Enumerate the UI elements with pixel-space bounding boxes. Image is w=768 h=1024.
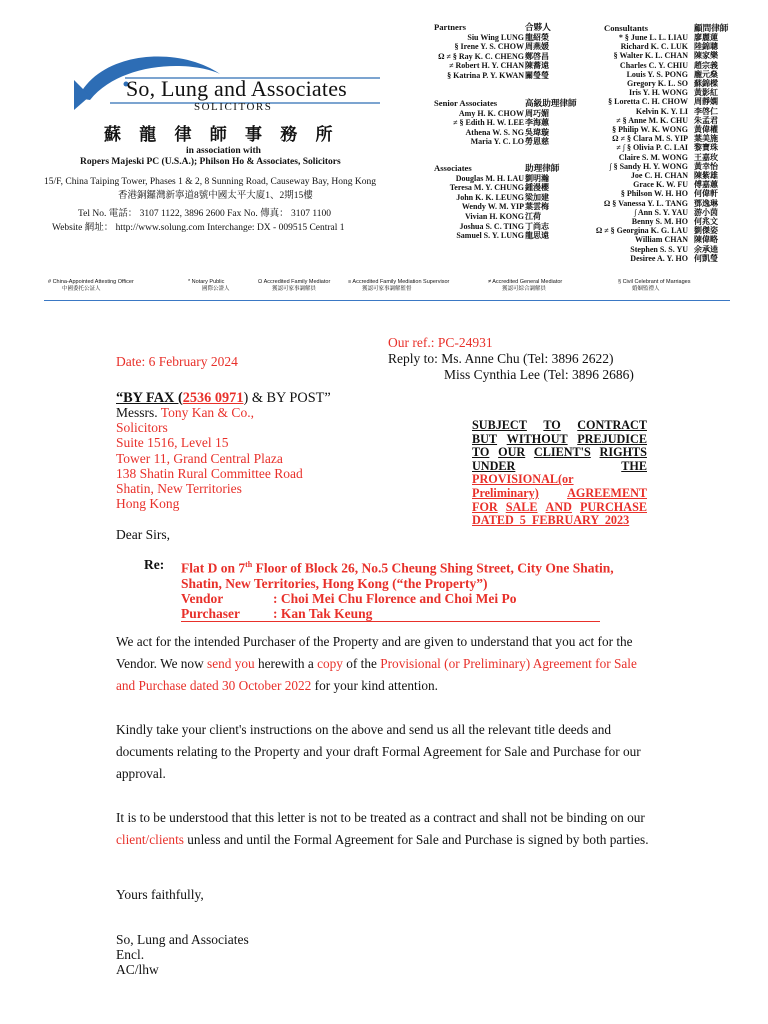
associate-name: John K. K. LEUNG bbox=[456, 192, 524, 202]
senior-associate-name-zh: 李海蕙 bbox=[525, 118, 549, 128]
subject-dated: DATED 5 FEBRUARY 2023 bbox=[472, 513, 630, 528]
legend-item-zh: 獲認可家事調解員 bbox=[272, 286, 317, 292]
associate-name: Douglas M. H. LAU bbox=[455, 173, 524, 183]
recipient-address bbox=[116, 405, 303, 511]
recipient-firm: Tony Kan & Co., bbox=[160, 405, 254, 420]
firm-chinese-name: 蘇 龍 律 師 事 務 所 bbox=[104, 125, 340, 144]
consultant-name-zh: 鄧逸琳 bbox=[694, 198, 718, 208]
consultant-name: * § June L. L. LIAU bbox=[618, 33, 688, 42]
associate-name-zh: 劉明瀚 bbox=[525, 173, 549, 183]
address-chinese: 香港銅鑼灣新寧道8號中國太平大廈1、2期15樓 bbox=[118, 191, 313, 201]
subject-provisional: PROVISIONAL(or bbox=[472, 472, 574, 487]
legend bbox=[48, 279, 728, 297]
legend-item bbox=[488, 279, 562, 293]
legend-item-zh: 獲認可綜合調解員 bbox=[502, 286, 547, 292]
signature-block bbox=[116, 932, 249, 978]
signature-line: Encl. bbox=[116, 947, 145, 963]
address-english: 15/F, China Taiping Tower, Phases 1 & 2, 8 Sunning Road, Causeway Bay, Hong Kong bbox=[44, 177, 376, 187]
associate-name-zh: 江荷 bbox=[525, 211, 541, 221]
legend-item-zh: 婚姻監禮人 bbox=[632, 286, 660, 292]
p3-r1: client/clients bbox=[116, 832, 184, 847]
salutation: Dear Sirs, bbox=[116, 527, 170, 542]
senior-associates-heading: Senior Associates bbox=[434, 98, 498, 108]
consultant-name-zh: 傅嘉蕙 bbox=[694, 180, 718, 190]
subject-under: UNDER bbox=[472, 458, 516, 473]
consultant-name: § Philip W. K. WONG bbox=[612, 125, 688, 135]
reply-to-contact-2: Miss Cynthia Lee (Tel: 3896 2686) bbox=[444, 367, 634, 382]
delivery-prefix: “BY FAX ( bbox=[116, 390, 183, 406]
legend-item bbox=[258, 279, 330, 293]
consultant-name: Kelvin K. Y. LI bbox=[635, 106, 688, 116]
senior-associates-heading-zh: 高級助理律師 bbox=[525, 98, 577, 108]
p1-t1: We act for the intended Purchaser of the Property and are given to understand that you act for the Vendor. We now bbox=[116, 634, 633, 671]
consultant-name: Benny S. M. HO bbox=[631, 217, 688, 227]
re-line2: Shatin, New Territories, Hong Kong (“the Property”) bbox=[181, 575, 488, 591]
consultant-name-zh: 何兆文 bbox=[694, 217, 718, 227]
associate-name: Joshua S. C. TING bbox=[459, 221, 524, 231]
consultant-name: Grace K. W. FU bbox=[633, 180, 688, 190]
consultant-name: Ω ≠ § Clara M. S. YIP bbox=[612, 134, 688, 144]
p3-t2: unless and until the Formal Agreement for Sale and Purchase is signed by both parties. bbox=[183, 832, 649, 847]
subject-preliminary: Preliminary) bbox=[472, 485, 539, 500]
re-line1-a: Flat D on 7 bbox=[181, 560, 246, 576]
associate-name: Wendy W. M. YIP bbox=[461, 202, 524, 212]
p3-t1: It is to be understood that this letter is not to be treated as a contract and shall not be binding on our bbox=[116, 810, 645, 825]
consultant-name: ∫ § Sandy H. Y. WONG bbox=[609, 161, 688, 171]
senior-associate-name: Maria Y. C. LO bbox=[470, 137, 524, 147]
associate-name: Teresa M. Y. CHUNG bbox=[449, 183, 524, 193]
re-label: Re: bbox=[144, 557, 165, 572]
consultant-name-zh: 陸錦聰 bbox=[694, 42, 718, 52]
reply-to-contact-1: Ms. Anne Chu (Tel: 3896 2622) bbox=[441, 351, 614, 366]
partner-name: Siu Wing LUNG bbox=[467, 32, 524, 42]
consultant-name-zh: 廖麗蓮 bbox=[694, 33, 718, 42]
closing: Yours faithfully, bbox=[116, 887, 204, 902]
consultant-name-zh: 蘇錦樑 bbox=[694, 79, 718, 89]
paragraph-2: Kindly take your client's instructions on the above and send us all the relevant title deeds and documents relating to the Property and your draft Formal Agreement for Sale and Purchase for our approval. bbox=[116, 722, 641, 781]
legend-item bbox=[618, 279, 690, 293]
consultant-name-zh: 趙宗義 bbox=[694, 60, 718, 70]
consultant-name: Ω § Vanessa Y. L. TANG bbox=[603, 198, 688, 208]
senior-associate-name-zh: 吳瑋璇 bbox=[525, 127, 549, 137]
associate-name-zh: 梁加建 bbox=[525, 192, 549, 202]
consultant-name: Stephen S. S. YU bbox=[630, 244, 688, 254]
partner-name-zh: 陳蕎遠 bbox=[525, 61, 549, 71]
our-reference: Our ref.: PC-24931 bbox=[388, 335, 493, 350]
consultant-name: § Walter K. L. CHAN bbox=[613, 51, 688, 61]
consultant-name: Gregory K. L. SO bbox=[627, 79, 688, 89]
legend-item-en: § Civil Celebrant of Marriages bbox=[618, 279, 691, 285]
consultant-name: § Philson W. H. HO bbox=[620, 189, 688, 199]
purchaser-label: Purchaser bbox=[181, 605, 240, 621]
associate-name-zh: 丁尚志 bbox=[525, 221, 549, 231]
legend-item bbox=[48, 279, 134, 293]
legend-item-zh: 獲認可家事調解監督 bbox=[362, 286, 412, 292]
p1-t4: for your kind attention. bbox=[311, 678, 439, 693]
consultant-name: Iris Y. H. WONG bbox=[628, 88, 688, 98]
partners-list bbox=[414, 23, 524, 81]
association-line: in association with bbox=[186, 146, 261, 156]
firm-name: So, Lung and Associates bbox=[126, 76, 347, 101]
subject-the: THE bbox=[621, 458, 647, 473]
consultant-name: Ω ≠ § Georgina K. G. LAU bbox=[595, 226, 688, 236]
consultant-name: ∫ Ann S. Y. YAU bbox=[634, 207, 688, 217]
associates-list bbox=[414, 164, 524, 241]
legend-item-en: ≠ Accredited General Mediator bbox=[488, 279, 563, 285]
vendor-label: Vendor bbox=[181, 590, 224, 606]
signature-line: So, Lung and Associates bbox=[116, 932, 249, 947]
associate-name: Samuel S. Y. LUNG bbox=[456, 231, 524, 241]
delivery-suffix: ) & BY POST” bbox=[243, 390, 331, 406]
consultant-name: ≠ § Anne M. K. CHU bbox=[616, 115, 688, 125]
legend-item-zh: 中國委托公証人 bbox=[62, 286, 101, 292]
consultant-name: Joe C. H. CHAN bbox=[630, 171, 688, 181]
consultant-name-zh: 黎寶珠 bbox=[694, 143, 718, 153]
senior-associates-chinese bbox=[525, 99, 577, 147]
re-block bbox=[181, 557, 651, 622]
consultants-heading: Consultants bbox=[604, 23, 648, 33]
legend-item-en: Ω Accredited Family Mediator bbox=[258, 279, 331, 285]
associate-name-zh: 葉雲梅 bbox=[525, 202, 549, 212]
re-line1-b: Floor of Block 26, No.5 Cheung Shing Street, City One Shatin, bbox=[252, 560, 614, 576]
consultant-name-zh: 陳紫雄 bbox=[694, 171, 718, 181]
senior-associate-name-zh: 周巧媚 bbox=[525, 108, 549, 118]
consultants-list bbox=[578, 23, 688, 263]
re-line1-sup: th bbox=[245, 560, 253, 569]
legend-item-en: * Notary Public bbox=[188, 279, 225, 285]
consultant-name-zh: 黃偉權 bbox=[694, 125, 718, 135]
consultant-name-zh: 陳家樂 bbox=[694, 51, 718, 61]
associates-chinese bbox=[525, 164, 559, 241]
associate-name-zh: 龍思遠 bbox=[525, 231, 549, 241]
consultant-name-zh: 王嘉玫 bbox=[694, 152, 718, 162]
consultant-name-zh: 朱孟君 bbox=[694, 115, 718, 125]
consultant-name-zh: 陳偉略 bbox=[694, 235, 718, 245]
associates-heading-zh: 助理律師 bbox=[525, 163, 560, 173]
consultants-chinese bbox=[694, 23, 728, 263]
subject-to-contract-box: SUBJECT TO CONTRACT BUT WITHOUT PREJUDICE TO OUR CLIENT'S RIGHTS UNDER THE PROVISIONAL(or Preliminary) AGREEMENT FOR SALE AND PURCHASE DATED 5 FEBRUARY 2023 bbox=[472, 418, 647, 528]
consultant-name: Charles C. Y. CHIU bbox=[619, 60, 688, 70]
consultant-name-zh: 何偉軒 bbox=[694, 189, 718, 199]
partner-name: § Katrina P. Y. KWAN bbox=[447, 70, 524, 80]
consultant-name: Claire S. M. WONG bbox=[618, 152, 688, 162]
purchaser-value: : Kan Tak Keung bbox=[273, 605, 373, 621]
consultant-name: William CHAN bbox=[635, 235, 688, 245]
vendor-value: : Choi Mei Chu Florence and Choi Mei Po bbox=[273, 590, 517, 606]
p1-t2: herewith a bbox=[254, 656, 318, 671]
senior-associate-name: Athena W. S. NG bbox=[465, 127, 524, 137]
p1-r3: Provisional (or Preliminary) Agreement for Sale and Purchase dated 30 October 2022 bbox=[116, 656, 637, 693]
partner-name: Ω ≠ § Ray K. C. CHENG bbox=[438, 51, 524, 61]
partners-heading: Partners bbox=[434, 22, 466, 32]
consultant-name: ≠ ∫ § Olivia P. C. LAI bbox=[616, 143, 688, 153]
partners-chinese bbox=[525, 23, 551, 81]
consultant-name-zh: 何凱瑩 bbox=[694, 253, 718, 263]
consultant-name: Louis Y. S. PONG bbox=[626, 69, 688, 79]
partner-name-zh: 龍紹榮 bbox=[525, 32, 549, 42]
partner-name-zh: 周燕媛 bbox=[525, 42, 549, 52]
consultant-name-zh: 黃影紅 bbox=[694, 88, 718, 98]
associate-name-zh: 鍾漫櫻 bbox=[525, 183, 549, 193]
recipient-address-line: Tower 11, Grand Central Plaza bbox=[116, 450, 283, 466]
recipient-address-line: Hong Kong bbox=[116, 496, 180, 512]
partner-name-zh: 鄭啓昌 bbox=[525, 51, 549, 61]
legend-item bbox=[348, 279, 449, 293]
senior-associate-name: Amy H. K. CHOW bbox=[458, 108, 524, 118]
p1-r2: copy bbox=[317, 656, 343, 671]
consultant-name-zh: 周靜嫻 bbox=[694, 97, 718, 107]
senior-associate-name: ≠ § Edith H. W. LEE bbox=[453, 118, 524, 128]
consultant-name: Desiree A. Y. HO bbox=[630, 253, 688, 263]
consultant-name-zh: 龐元燊 bbox=[694, 69, 718, 79]
partner-name-zh: 關瑩瑩 bbox=[525, 70, 549, 80]
signature-line: AC/lhw bbox=[116, 962, 159, 978]
recipient-address-line: Shatin, New Territories bbox=[116, 481, 242, 497]
recipient-address-line: Suite 1516, Level 15 bbox=[116, 435, 229, 451]
firm-subtitle: SOLICITORS bbox=[194, 101, 273, 113]
recipient-address-line: Solicitors bbox=[116, 420, 168, 436]
recipient-address-line: 138 Shatin Rural Committee Road bbox=[116, 465, 303, 481]
consultant-name-zh: 游小茵 bbox=[694, 207, 718, 217]
partner-name: ≠ Robert H. Y. CHAN bbox=[449, 61, 524, 71]
consultant-name-zh: 黃幸怡 bbox=[694, 161, 718, 171]
senior-associates-list bbox=[414, 99, 524, 147]
website-line: Website 網址： http://www.solung.com Interchange: DX - 009515 Central 1 bbox=[52, 223, 345, 233]
association-firms: Ropers Majeski PC (U.S.A.); Philson Ho & Associates, Solicitors bbox=[80, 157, 341, 167]
legend-item bbox=[188, 279, 230, 293]
consultants-heading-zh: 顧問律師 bbox=[694, 23, 729, 33]
partners-heading-zh: 合夥人 bbox=[525, 22, 551, 32]
reply-to bbox=[388, 351, 634, 383]
letterhead-divider bbox=[44, 300, 730, 301]
consultant-name-zh: 余承逵 bbox=[694, 244, 718, 254]
consultant-name-zh: 劉傑姿 bbox=[694, 226, 718, 236]
messrs-label: Messrs. bbox=[116, 405, 161, 420]
associate-name: Vivian H. KONG bbox=[464, 211, 524, 221]
legend-item-en: # China-Appointed Attesting Officer bbox=[48, 279, 134, 285]
consultant-name-zh: 葉美施 bbox=[694, 134, 718, 144]
legend-item-zh: 國際公證人 bbox=[202, 286, 230, 292]
reply-to-label: Reply to: bbox=[388, 351, 442, 366]
paragraph-3 bbox=[116, 807, 652, 851]
subject-agreement: AGREEMENT bbox=[567, 485, 647, 500]
letter-date: Date: 6 February 2024 bbox=[116, 354, 238, 369]
legend-item-en: ≡ Accredited Family Mediation Supervisor bbox=[348, 279, 450, 285]
consultant-name: Richard K. C. LUK bbox=[620, 42, 688, 52]
p1-t3: of the bbox=[342, 656, 381, 671]
fax-number: 2536 0971 bbox=[182, 390, 244, 406]
consultant-name-zh: 李啓仁 bbox=[694, 106, 718, 116]
partner-name: § Irene Y. S. CHOW bbox=[454, 42, 524, 52]
p1-r1: send you bbox=[207, 656, 255, 671]
consultant-name: § Loretta C. H. CHOW bbox=[608, 97, 688, 107]
paragraph-1 bbox=[116, 631, 652, 697]
tel-fax-line: Tel No. 電話： 3107 1122, 3896 2600 Fax No. 傳真： 3107 1100 bbox=[78, 209, 332, 219]
associates-heading: Associates bbox=[434, 163, 472, 173]
senior-associate-name-zh: 勞恩慈 bbox=[525, 137, 549, 147]
